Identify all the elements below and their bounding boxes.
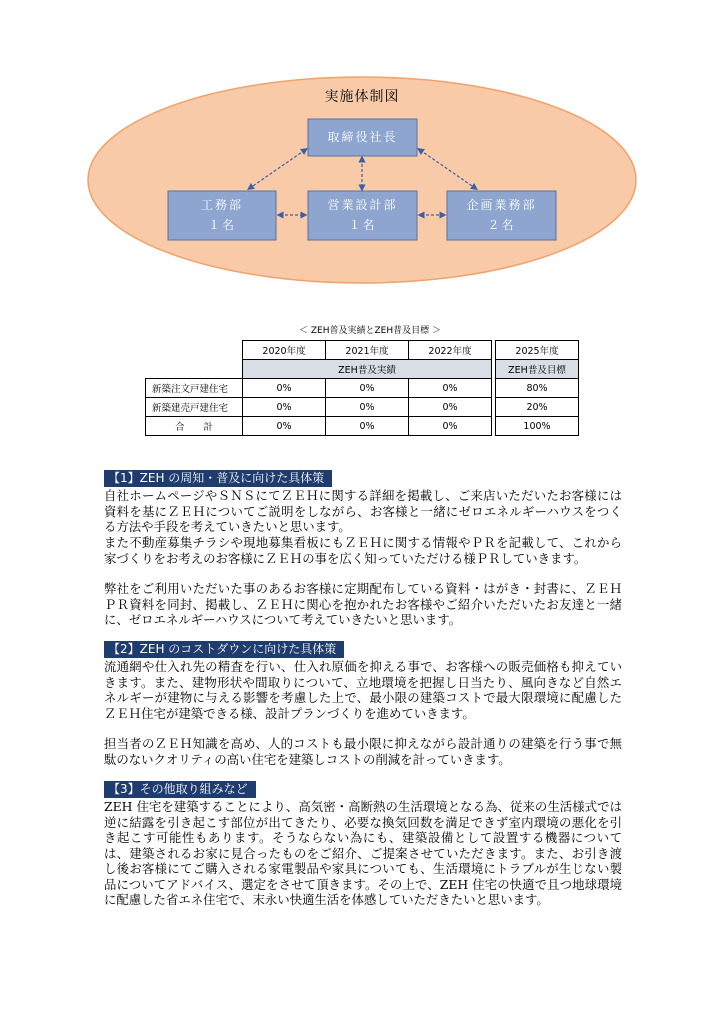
table-cell: 0% <box>243 398 326 417</box>
section-2-heading: 【2】ZEH のコストダウンに向けた具体策 <box>104 641 344 658</box>
table-row <box>146 379 579 398</box>
table-row <box>146 417 579 436</box>
row-label: 合 計 <box>146 417 243 436</box>
table-cell: 0% <box>409 417 492 436</box>
box-sales-label <box>308 191 417 240</box>
year-2025: 2025年度 <box>496 341 579 360</box>
table-corner-2 <box>146 360 243 379</box>
table-cell: 100% <box>496 417 579 436</box>
table-cell: 0% <box>409 398 492 417</box>
box-sales-name: 営業設計部 <box>327 198 398 213</box>
box-planning-label <box>447 191 556 240</box>
box-planning-count: ２名 <box>487 217 516 232</box>
section-1-heading: 【1】ZEH の周知・普及に向けた具体策 <box>104 470 332 487</box>
box-construction-name: 工務部 <box>200 198 243 213</box>
zeh-table <box>145 340 579 436</box>
table-row-groups <box>146 360 579 379</box>
section-3-paragraph-1: ZEH 住宅を建築することにより、高気密・高断熱の生活環境となる為、従来の生活様式では逆に結露を引き起こす部位が出てきたり、必要な換気回数を満足できず室内環境の悪化を引き起こす可能性もあります。そうならない為にも、建築設備として設置する機器については、建築されるお家に見合ったものをご紹介、ご提案させていただきます。また、お引き渡し後お客様にてご購入される家電製品や家具についても、生活環境にトラブルが生じない製品についてアドバイス、選定をさせて頂きます。その上で、ZEH 住宅の快適で且つ地球環境に配慮した省エネ住宅で、末永い快適生活を体感していただきたいと思います。 <box>104 799 622 907</box>
diagram-title: 実施体制図 <box>324 89 400 105</box>
section-1-paragraph-1: 自社ホームページやＳＮＳにてＺＥＨに関する詳細を掲載し、ご来店いただいたお客様には資料を基にＺＥＨについてご説明をしながら、お客様と一緒にゼロエネルギーハウスをつくる方法や手段を考えていきたいと思います。 <box>104 488 622 534</box>
table-cell: 0% <box>326 417 409 436</box>
table-corner <box>146 341 243 360</box>
table-cell: 0% <box>326 398 409 417</box>
section-2-paragraph-2: 担当者のＺＥＨ知識を高め、人的コストも最小限に抑えながら設計通りの建築を行う事で無駄のないクオリティの高い住宅を建築しコストの削減を計っていきます。 <box>104 736 622 767</box>
box-planning-name: 企画業務部 <box>466 198 537 213</box>
table-cell: 80% <box>496 379 579 398</box>
table-row-years <box>146 341 579 360</box>
row-label: 新築建売戸建住宅 <box>146 398 243 417</box>
section-3-heading: 【3】その他取り組みなど <box>104 781 256 798</box>
table-cell: 20% <box>496 398 579 417</box>
section-2-paragraph-1: 流通網や仕入れ先の精査を行い、仕入れ原価を抑える事で、お客様への販売価格も抑えていきます。また、建物形状や間取りについて、立地環境を把握し日当たり、風向きなど自然エネルギーが建物に与える影響を考慮した上で、最小限の建築コストで最大限環境に配慮したＺＥＨ住宅が建築できる様、設計プランづくりを進めていきます。 <box>104 659 622 721</box>
year-2021: 2021年度 <box>326 341 409 360</box>
table-title: ＜ ZEH普及実績とZEH普及目標 ＞ <box>299 326 441 336</box>
box-sales-count: １名 <box>348 217 377 232</box>
box-president-label <box>308 119 417 156</box>
section-1-paragraph-3: 弊社をご利用いただいた事のあるお客様に定期配布している資料・はがき・封書に、ＺＥＨ ＰＲ資料を同封、掲載し、ＺＥＨに関心を抱かれたお客様やご紹介いただいたお友達と一緒に、ゼロエネルギーハウスについて考えていきたいと思います。 <box>104 581 622 627</box>
table-cell: 0% <box>243 379 326 398</box>
row-label: 新築注文戸建住宅 <box>146 379 243 398</box>
box-construction-count: １名 <box>207 217 236 232</box>
box-construction-label <box>168 191 276 240</box>
table-cell: 0% <box>326 379 409 398</box>
table-cell: 0% <box>409 379 492 398</box>
box-president-name: 取締役社長 <box>327 129 398 144</box>
group-actual: ZEH普及実績 <box>243 360 492 379</box>
group-target: ZEH普及目標 <box>496 360 579 379</box>
section-1-paragraph-2: また不動産募集チラシや現地募集看板にもＺＥＨに関する情報やＰＲを記載して、これから家づくりをお考えのお客様にＺＥＨの事を広く知っていただける様ＰＲしていきます。 <box>104 535 622 566</box>
year-2020: 2020年度 <box>243 341 326 360</box>
table-row <box>146 398 579 417</box>
table-cell: 0% <box>243 417 326 436</box>
year-2022: 2022年度 <box>409 341 492 360</box>
